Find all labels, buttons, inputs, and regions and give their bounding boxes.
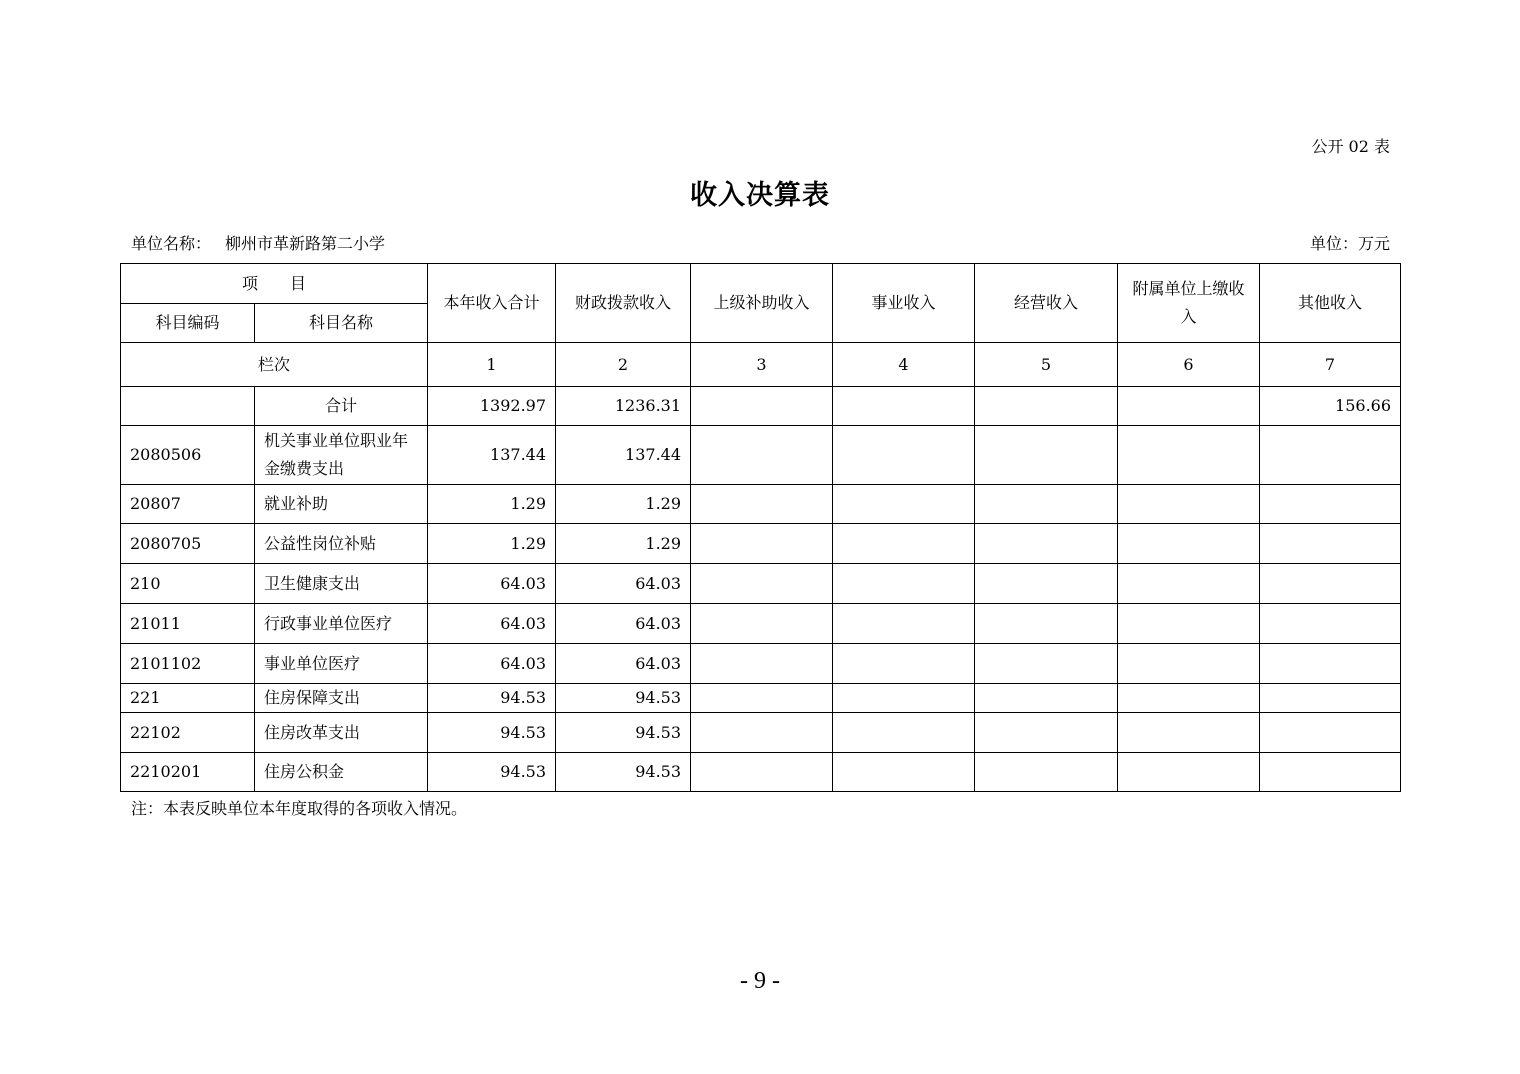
table-row <box>121 753 1401 792</box>
total-cell: 94.53 <box>428 753 556 792</box>
subject-name-cell: 行政事业单位医疗 <box>255 604 428 644</box>
operating-cell <box>975 485 1118 524</box>
other-cell <box>1260 564 1401 604</box>
superior-cell <box>691 684 833 713</box>
fiscal-cell: 64.03 <box>556 644 691 684</box>
affiliated-cell <box>1118 426 1260 485</box>
other-cell <box>1260 485 1401 524</box>
column-number-row <box>121 343 1401 387</box>
operating-cell <box>975 684 1118 713</box>
summary-operating <box>975 387 1118 426</box>
business-cell <box>833 753 975 792</box>
summary-total: 1392.97 <box>428 387 556 426</box>
superior-cell <box>691 644 833 684</box>
affiliated-cell <box>1118 684 1260 713</box>
summary-code <box>121 387 255 426</box>
fiscal-cell: 1.29 <box>556 524 691 564</box>
affiliated-cell <box>1118 713 1260 753</box>
business-cell <box>833 684 975 713</box>
operating-cell <box>975 604 1118 644</box>
page-number: - 9 - <box>740 968 780 994</box>
table-row <box>121 713 1401 753</box>
subject-code-cell: 210 <box>121 564 255 604</box>
subject-name-cell: 住房保障支出 <box>255 684 428 713</box>
other-cell <box>1260 426 1401 485</box>
subject-code-cell: 221 <box>121 684 255 713</box>
table-note: 注：本表反映单位本年度取得的各项收入情况。 <box>131 799 468 818</box>
business-cell <box>833 426 975 485</box>
header-affiliated: 附属单位上缴收入 <box>1118 264 1260 343</box>
page-title: 收入决算表 <box>690 180 830 211</box>
header-business: 事业收入 <box>833 264 975 343</box>
business-cell <box>833 644 975 684</box>
fiscal-cell: 64.03 <box>556 604 691 644</box>
summary-label: 合计 <box>255 387 428 426</box>
total-cell: 94.53 <box>428 713 556 753</box>
summary-row <box>121 387 1401 426</box>
subject-code-cell: 21011 <box>121 604 255 644</box>
operating-cell <box>975 564 1118 604</box>
business-cell <box>833 564 975 604</box>
superior-cell <box>691 753 833 792</box>
operating-cell <box>975 426 1118 485</box>
header-item: 项 目 <box>121 264 428 304</box>
fiscal-cell: 1.29 <box>556 485 691 524</box>
column-number-5: 5 <box>975 343 1118 387</box>
fiscal-cell: 137.44 <box>556 426 691 485</box>
table-body <box>121 264 1401 792</box>
business-cell <box>833 524 975 564</box>
header-operating: 经营收入 <box>975 264 1118 343</box>
header-row-1 <box>121 264 1401 304</box>
operating-cell <box>975 713 1118 753</box>
subject-code-cell: 2080506 <box>121 426 255 485</box>
other-cell <box>1260 684 1401 713</box>
subject-name-cell: 机关事业单位职业年金缴费支出 <box>255 426 428 485</box>
superior-cell <box>691 426 833 485</box>
fiscal-cell: 94.53 <box>556 713 691 753</box>
unit-name-line <box>131 231 385 254</box>
fiscal-cell: 64.03 <box>556 564 691 604</box>
affiliated-cell <box>1118 485 1260 524</box>
superior-cell <box>691 524 833 564</box>
other-cell <box>1260 713 1401 753</box>
header-fiscal: 财政拨款收入 <box>556 264 691 343</box>
table-row <box>121 684 1401 713</box>
total-cell: 94.53 <box>428 684 556 713</box>
summary-business <box>833 387 975 426</box>
table-row <box>121 604 1401 644</box>
total-cell: 1.29 <box>428 524 556 564</box>
subject-name-cell: 住房改革支出 <box>255 713 428 753</box>
header-total: 本年收入合计 <box>428 264 556 343</box>
affiliated-cell <box>1118 604 1260 644</box>
column-number-6: 6 <box>1118 343 1260 387</box>
other-cell <box>1260 644 1401 684</box>
column-number-4: 4 <box>833 343 975 387</box>
other-cell <box>1260 753 1401 792</box>
affiliated-cell <box>1118 753 1260 792</box>
superior-cell <box>691 604 833 644</box>
column-number-label: 栏次 <box>121 343 428 387</box>
operating-cell <box>975 644 1118 684</box>
superior-cell <box>691 485 833 524</box>
subject-code-cell: 20807 <box>121 485 255 524</box>
header-superior: 上级补助收入 <box>691 264 833 343</box>
business-cell <box>833 713 975 753</box>
form-number: 公开 02 表 <box>1311 137 1390 156</box>
summary-other: 156.66 <box>1260 387 1401 426</box>
column-number-7: 7 <box>1260 343 1401 387</box>
header-name: 科目名称 <box>255 304 428 343</box>
header-other: 其他收入 <box>1260 264 1401 343</box>
summary-affiliated <box>1118 387 1260 426</box>
operating-cell <box>975 753 1118 792</box>
operating-cell <box>975 524 1118 564</box>
fiscal-cell: 94.53 <box>556 753 691 792</box>
total-cell: 64.03 <box>428 604 556 644</box>
column-number-2: 2 <box>556 343 691 387</box>
business-cell <box>833 485 975 524</box>
summary-fiscal: 1236.31 <box>556 387 691 426</box>
other-cell <box>1260 524 1401 564</box>
column-number-1: 1 <box>428 343 556 387</box>
subject-name-cell: 事业单位医疗 <box>255 644 428 684</box>
superior-cell <box>691 564 833 604</box>
unit-name-label: 单位名称： <box>131 234 212 253</box>
subject-code-cell: 22102 <box>121 713 255 753</box>
table-row <box>121 426 1401 485</box>
business-cell <box>833 604 975 644</box>
affiliated-cell <box>1118 644 1260 684</box>
subject-name-cell: 卫生健康支出 <box>255 564 428 604</box>
subject-code-cell: 2080705 <box>121 524 255 564</box>
fiscal-cell: 94.53 <box>556 684 691 713</box>
header-code: 科目编码 <box>121 304 255 343</box>
table-row <box>121 485 1401 524</box>
column-number-3: 3 <box>691 343 833 387</box>
affiliated-cell <box>1118 524 1260 564</box>
subject-name-cell: 公益性岗位补贴 <box>255 524 428 564</box>
currency-unit: 单位：万元 <box>1309 234 1390 253</box>
total-cell: 64.03 <box>428 564 556 604</box>
other-cell <box>1260 604 1401 644</box>
subject-code-cell: 2101102 <box>121 644 255 684</box>
subject-name-cell: 住房公积金 <box>255 753 428 792</box>
affiliated-cell <box>1118 564 1260 604</box>
table-row <box>121 524 1401 564</box>
subject-code-cell: 2210201 <box>121 753 255 792</box>
table-row <box>121 644 1401 684</box>
summary-superior <box>691 387 833 426</box>
unit-name-value: 柳州市革新路第二小学 <box>225 234 386 253</box>
superior-cell <box>691 713 833 753</box>
total-cell: 64.03 <box>428 644 556 684</box>
total-cell: 137.44 <box>428 426 556 485</box>
total-cell: 1.29 <box>428 485 556 524</box>
income-table <box>120 263 1401 792</box>
table-row <box>121 564 1401 604</box>
subject-name-cell: 就业补助 <box>255 485 428 524</box>
